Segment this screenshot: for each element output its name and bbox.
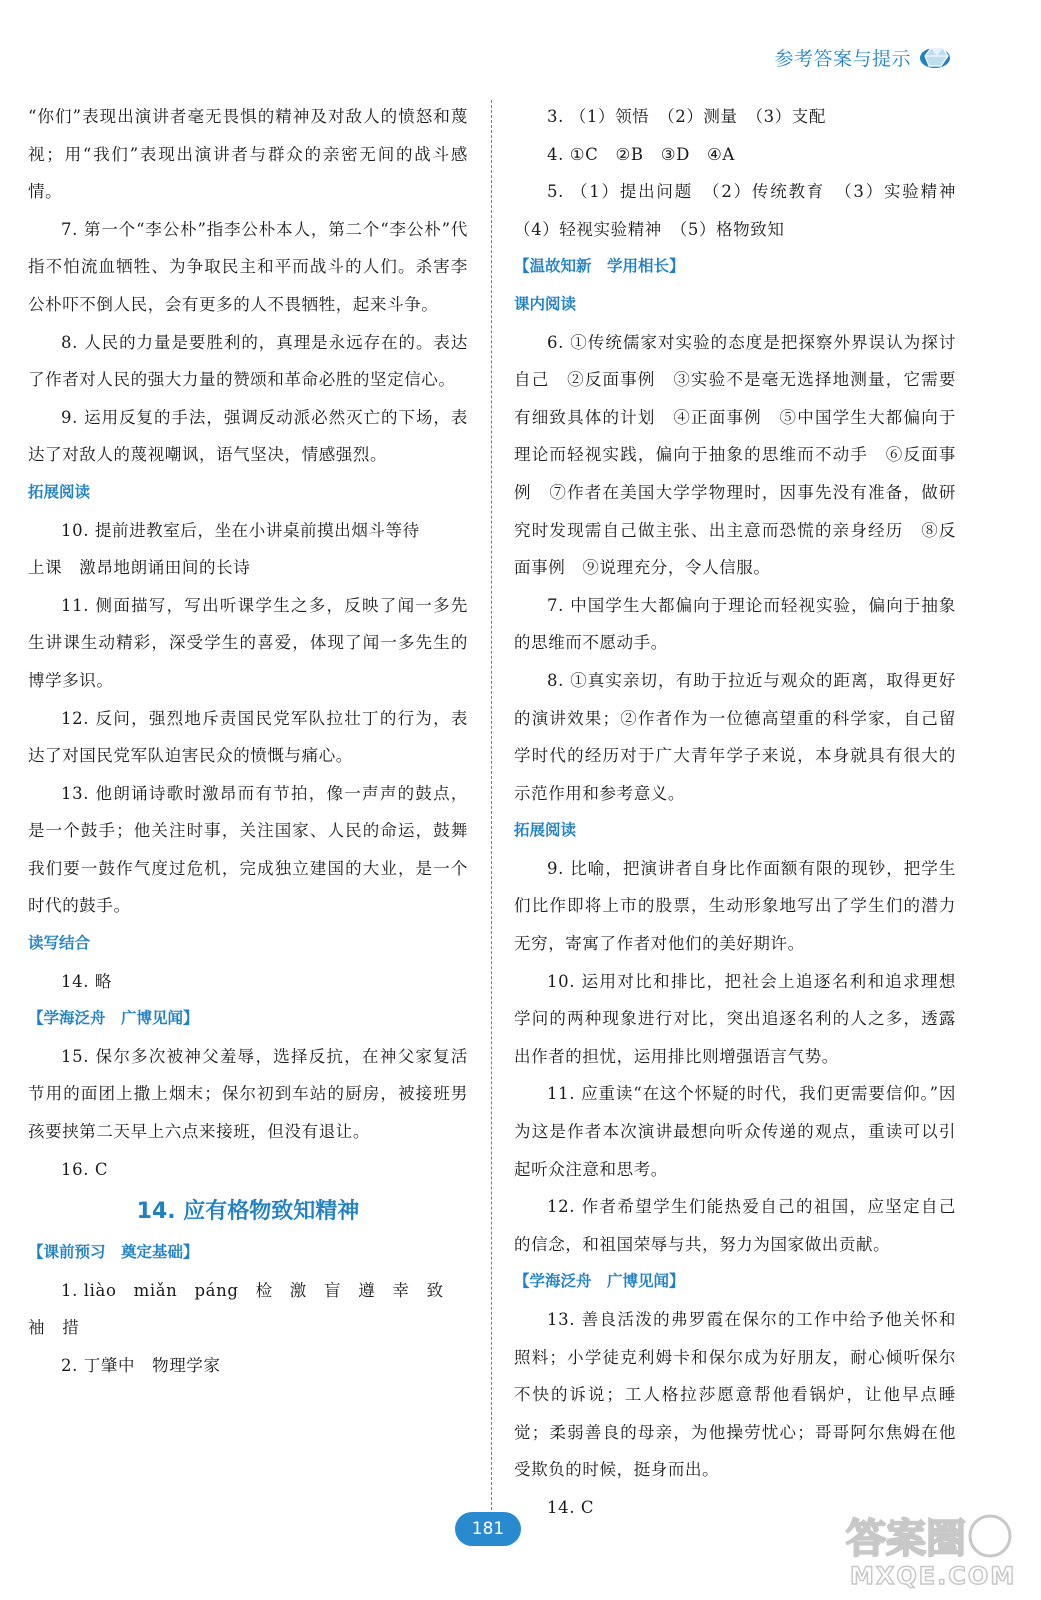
watermark-big: 答案圈 — [846, 1516, 966, 1562]
answer-12: 12. 作者希望学生们能热爱自己的祖国，应坚定自己的信念，和祖国荣辱与共，努力为国家做出贡献。 — [514, 1197, 956, 1254]
answer-2: 2. 丁肇中 物理学家 — [61, 1356, 221, 1375]
answer-5: 5. （1）提出问题 （2）传统教育 （3）实验精神 （4）轻视实验精神 （5）格物致知 — [514, 182, 974, 239]
answer-10: 10. 运用对比和排比，把社会上追逐名利和追求理想学问的两种现象进行对比，突出追逐名利的人之多，透露出作者的担忧，运用排比则增强语言气势。 — [514, 971, 956, 1066]
answer-12: 12. 反问，强烈地斥责国民党军队拉壮丁的行为，表达了对国民党军队迫害民众的愤慨与痛心。 — [28, 708, 468, 766]
section-heading-extended-reading: 拓展阅读 — [28, 482, 91, 501]
gem-icon — [917, 44, 953, 70]
answer-3: 3. （1）领悟 （2）测量 （3）支配 — [547, 107, 826, 126]
answer-11: 11. 侧面描写，写出听课学生之多，反映了闻一多先生讲课生动精彩，深受学生的喜爱，体现了闻一多先生的博学多识。 — [28, 595, 468, 690]
answer-9: 9. 运用反复的手法，强调反动派必然灭亡的下场，表达了对敌人的蔑视嘲讽，语气坚决，情感强烈。 — [28, 407, 468, 465]
answer-7: 7. 第一个“李公朴”指李公朴本人，第二个“李公朴”代指不怕流血牺牲、为争取民主和平而战斗的人们。杀害李公朴吓不倒人民，会有更多的人不畏牺牲，起来斗争。 — [28, 219, 468, 314]
right-column — [514, 98, 974, 1527]
watermark-logo — [840, 1492, 1020, 1592]
section-heading-review: 【温故知新 学用相长】 — [514, 257, 685, 276]
answer-4: 4. ①C ②B ③D ④A — [547, 144, 735, 164]
answer-11: 11. 应重读“在这个怀疑的时代，我们更需要信仰。”因为这是作者本次演讲最想向听众传递的观点，重读可以引起听众注意和思考。 — [514, 1084, 956, 1179]
section-heading-extended-reading: 拓展阅读 — [514, 821, 577, 840]
answer-10-continued: 上课 激昂地朗诵田间的长诗 — [28, 558, 251, 578]
answer-13: 13. 他朗诵诗歌时激昂而有节拍，像一声声的鼓点，是一个鼓手；他关注时事，关注国家、人民的命运，鼓舞我们要一鼓作气度过危机，完成独立建国的大业，是一个时代的鼓手。 — [28, 783, 468, 916]
answer-9: 9. 比喻，把演讲者自身比作面额有限的现钞，把学生们比作即将上市的股票，生动形象地写出了学生们的潜力无穷，寄寓了作者对他们的美好期许。 — [514, 858, 956, 954]
answer-8: 8. 人民的力量是要胜利的，真理是永远存在的。表达了作者对人民的强大力量的赞颂和革命必胜的坚定信心。 — [28, 332, 468, 390]
answer-8: 8. ①真实亲切，有助于拉近与观众的距离，取得更好的演讲效果；②作者作为一位德高望重的科学家，自己留学时代的经历对于广大青年学子来说，本身就具有很大的示范作用和参考意义。 — [514, 670, 956, 803]
section-heading-preview: 【课前预习 奠定基础】 — [28, 1243, 199, 1262]
column-divider — [491, 100, 492, 1515]
answer-14: 14. 略 — [61, 971, 112, 991]
answer-13: 13. 善良活泼的弗罗霞在保尔的工作中给予他关怀和照料；小学徒克利姆卡和保尔成为好朋友，耐心倾听保尔不快的诉说；工人格拉莎愿意帮他看锅炉，让他早点睡觉；柔弱善良的母亲，为他操劳忧心；哥哥阿尔焦姆在他受欺负的时候，挺身而出。 — [514, 1310, 956, 1480]
answer-16: 16. C — [61, 1159, 109, 1179]
answer-10: 10. 提前进教室后，坐在小讲桌前摸出烟斗等待 — [61, 520, 420, 540]
answer-paragraph: “你们”表现出演讲者毫无畏惧的精神及对敌人的愤怒和蔑视；用“我们”表现出演讲者与群众的亲密无间的战斗感情。 — [28, 107, 468, 202]
page-header — [774, 42, 953, 72]
section-heading-xuehai: 【学海泛舟 广博见闻】 — [514, 1272, 685, 1291]
left-column — [28, 98, 468, 1385]
answer-7: 7. 中国学生大都偏向于理论而轻视实验，偏向于抽象的思维而不愿动手。 — [514, 595, 956, 653]
watermark-url: MXQE.COM — [850, 1562, 1017, 1590]
section-heading-read-write: 读写结合 — [28, 934, 91, 953]
section-heading-in-class-reading: 课内阅读 — [514, 294, 577, 313]
page-number: 181 — [455, 1512, 521, 1546]
chapter-title: 14. 应有格物致知精神 — [136, 1199, 360, 1225]
answer-15: 15. 保尔多次被神父羞辱，选择反抗，在神父家复活节用的面团上撒上烟末；保尔初到车站的厨房，被接班男孩要挟第二天早上六点来接班，但没有退让。 — [28, 1046, 468, 1142]
answer-6: 6. ①传统儒家对实验的态度是把探察外界误认为探讨自己 ②反面事例 ③实验不是毫无选择地测量，它需要有细致具体的计划 ④正面事例 ⑤中国学生大都偏向于理论而轻视实践，偏向于抽象的思维而不动手 ⑥反面事例 ⑦作者在美国大学学物理时，因事先没有准备，做研究时发现需自己做主张、出主意而恐慌的亲身经历 ⑧反面事例 ⑨说理充分，令人信服。 — [514, 332, 956, 578]
header-title: 参考答案与提示 — [774, 47, 911, 70]
answer-14: 14. C — [547, 1497, 595, 1517]
section-heading-xuehai: 【学海泛舟 广博见闻】 — [28, 1009, 199, 1028]
answer-1: 1. liào miǎn páng 检 激 盲 遵 幸 致 — [61, 1280, 444, 1300]
answer-1-continued: 袖 措 — [28, 1318, 80, 1338]
